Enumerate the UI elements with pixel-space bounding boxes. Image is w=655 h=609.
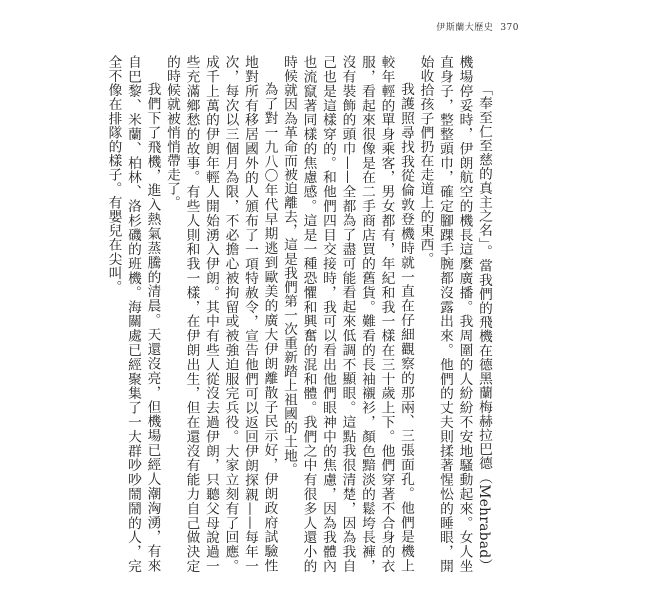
page-number: 370 [500,23,519,33]
body-text [105,55,493,573]
running-header [436,20,519,33]
paragraph-3: 為了對一九八〇年代早期逃到歐美的廣大伊朗離散子民示好，伊朗政府試驗性地對所有移居國外的人頒布了一項特赦令，宣告他們可以返回伊朗探親——每年一次，每次以三個月為限，不必擔心被拘留或被強迫服完兵役。大家立刻有了回應。成千上萬的伊朗年輕人開始湧入伊朗。其中有些人從沒去過伊朗，只聽父母說過一些充滿鄉愁的故事。有些人則和我一樣，在伊朗出生，但在還沒有能力自己做決定的時候就被悄悄帶走了。 [164,55,278,573]
paragraph-4: 我們下了飛機，進入熱氣蒸騰的清晨。天還沒亮，但機場已經人潮洶湧，有來自巴黎、米蘭、柏林、洛杉磯的班機。海關處已經聚集了一大群吵吵鬧鬧的人，完全不像在排隊的樣子。有嬰兒在尖叫。 [105,55,161,573]
paragraph-1: 「奉至仁至慈的真主之名」。當我們的飛機在德黑蘭梅赫拉巴德（Mehrabad）機場停妥時，伊朗航空的機長這麼廣播。我周圍的人紛紛不安地騷動起來。女人坐直身子，整整頭巾，確定腳踝手腕都沒露出來。他們的丈夫則揉著惺忪的睡眼，開始收拾孩子們扔在走道上的東西。 [417,55,492,573]
running-header-title: 伊斯蘭大歷史 [436,23,494,33]
paragraph-2: 我護照尋找我從倫敦登機時就一直在仔細觀察的那兩、三張面孔。他們是機上較年輕的單身乘客，男女都有，年紀和我一樣在三十歲上下。他們穿著不合身的衣服，看起來很像是在二手商店買的舊貨。難看的長袖襯衫，顏色黯淡的鬆垮長褲，沒有裝飾的頭巾——全都為了盡可能看起來低調不顯眼。這點我很清楚，因為我自己也是這樣穿的。和他們四目交接時，我可以看出他們眼神中的焦慮，因為我體內也流竄著同樣的焦慮感。這是一種恐懼和興奮的混和體。我們之中有很多人還小的時候就因為革命而被迫離去，這是我們第一次重新踏上祖國的土地。 [281,55,414,573]
